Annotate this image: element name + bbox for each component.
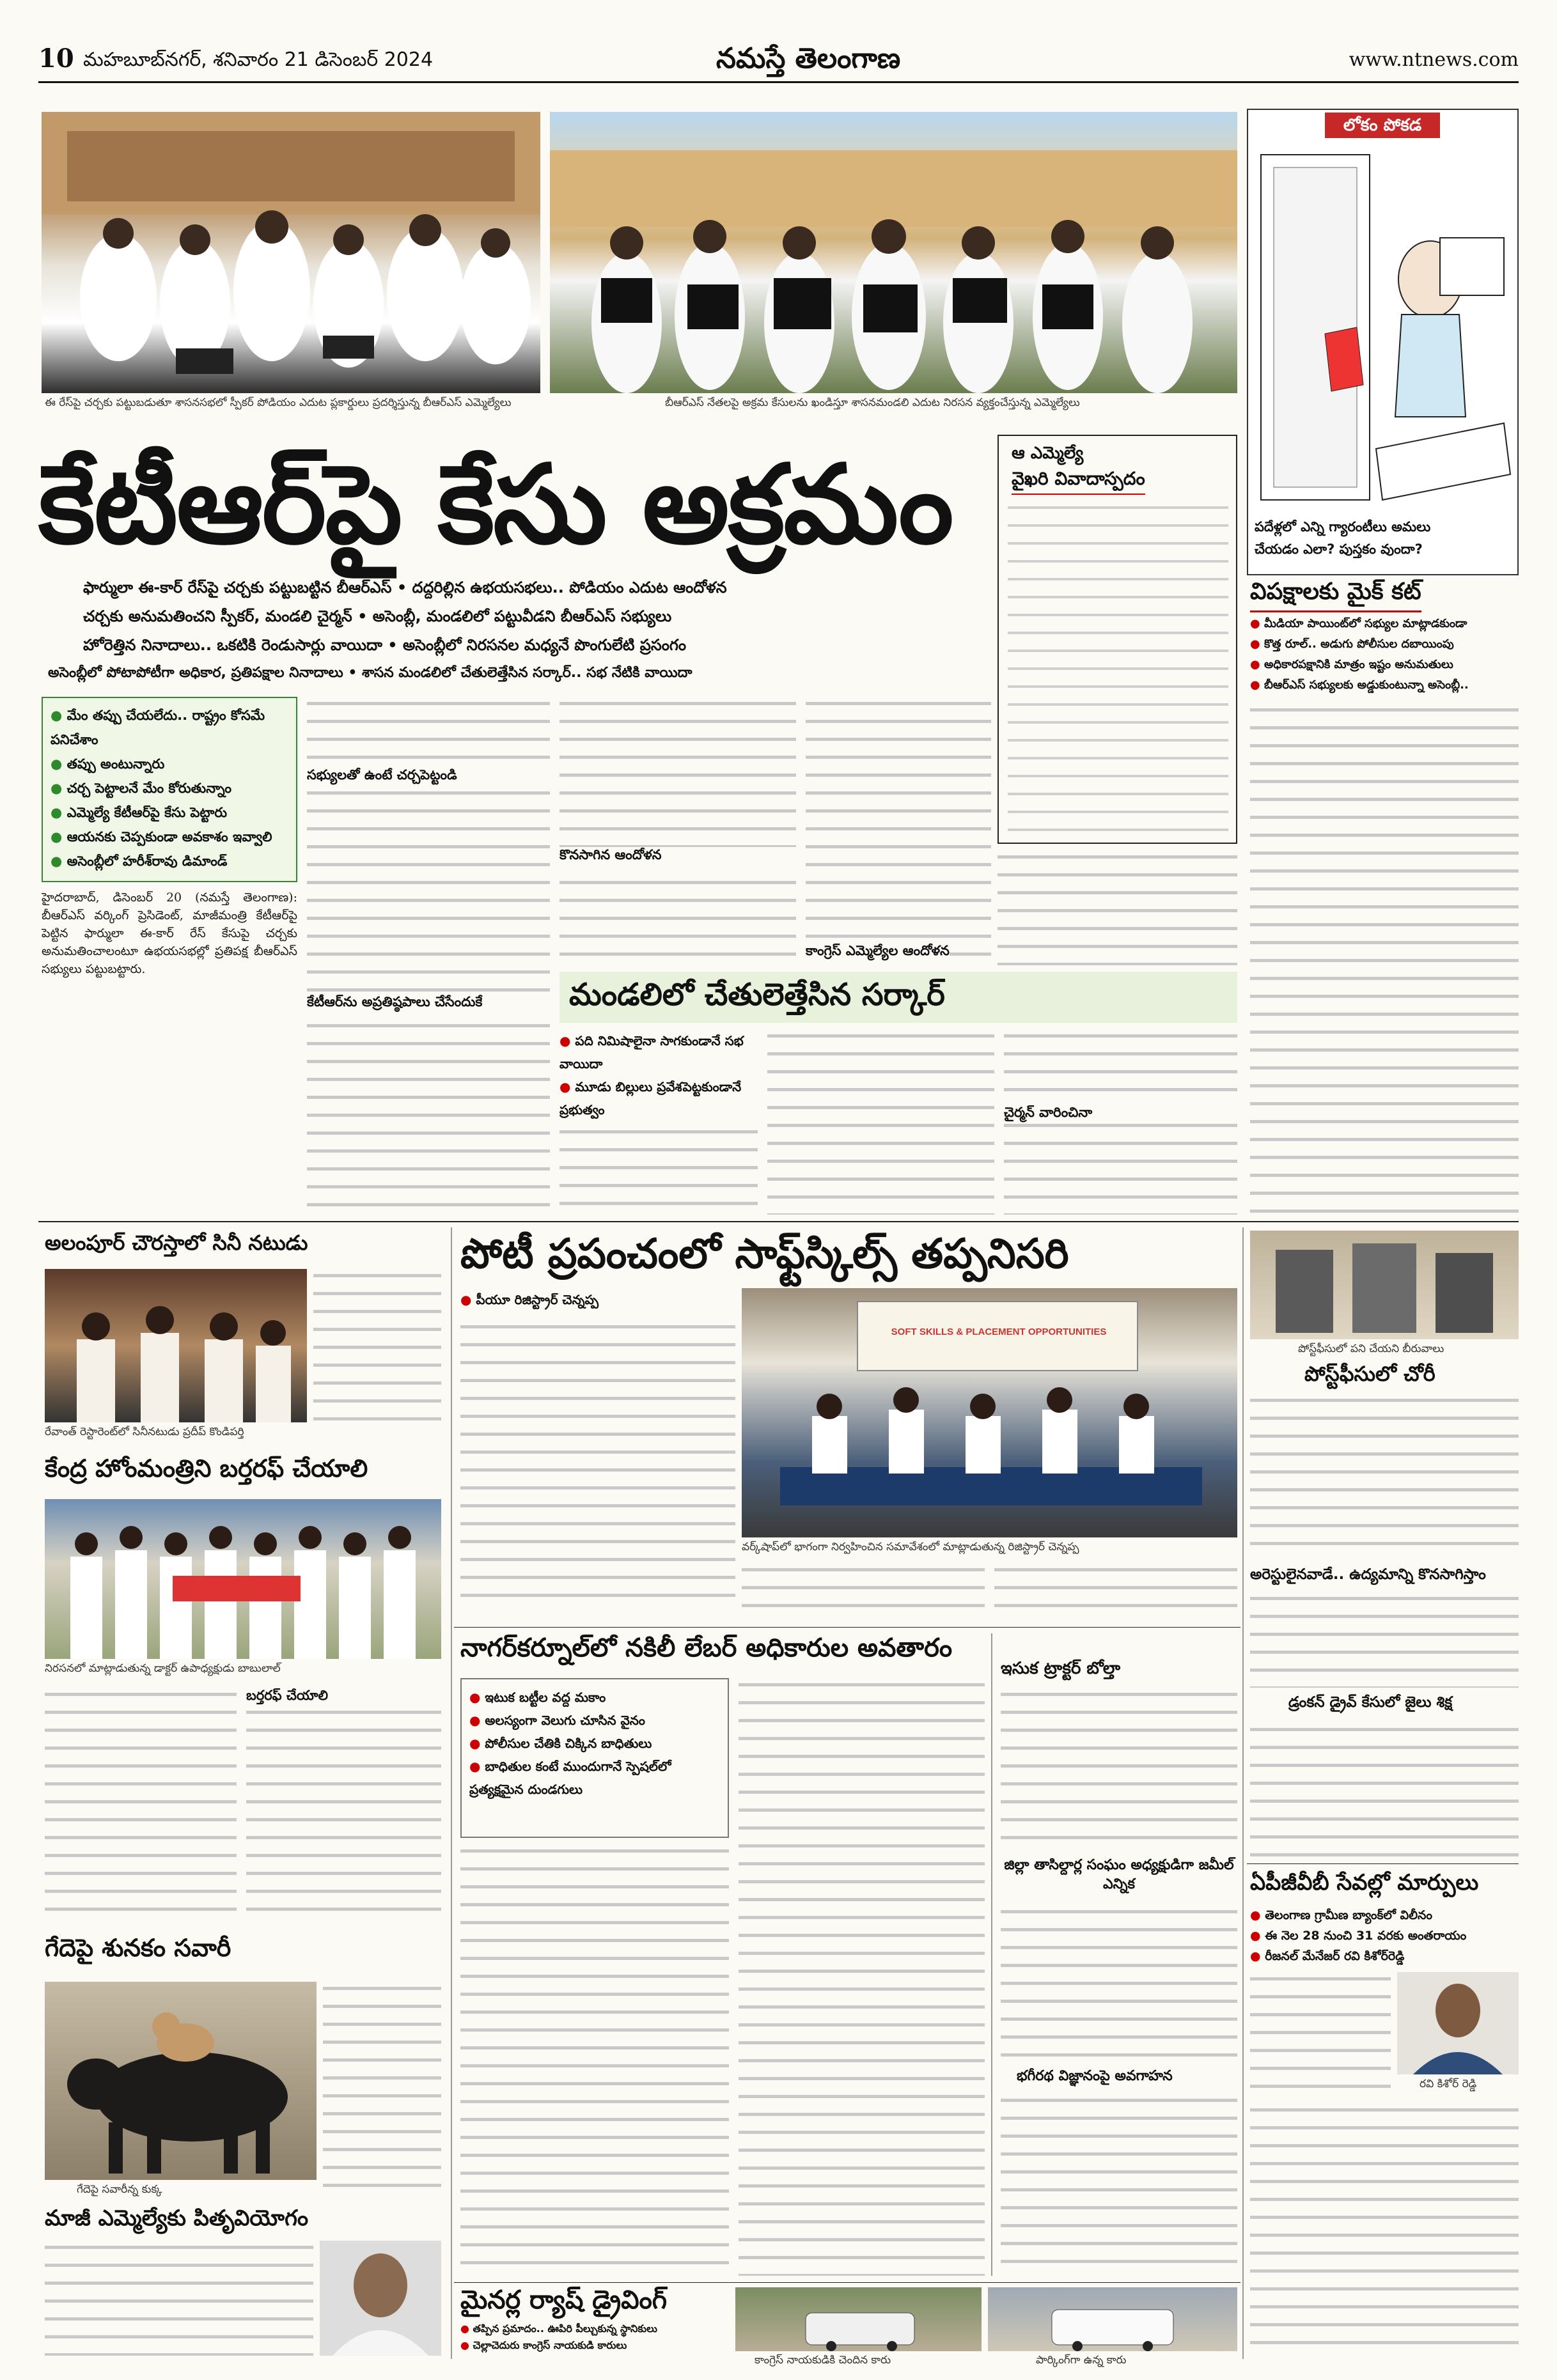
labour-bullets — [469, 1686, 722, 1801]
minor-caption-2: పార్కింగ్‌గా ఉన్న కారు — [1036, 2354, 1127, 2367]
lead-col-5 — [998, 850, 1237, 965]
masthead — [38, 38, 1519, 83]
opposition-bullets — [1250, 614, 1519, 696]
homemin-col-1 — [45, 1688, 237, 1924]
softskills-photo-art — [742, 1288, 1237, 1537]
dog-photo-art — [45, 1982, 317, 2180]
website-link[interactable]: www.ntnews.com — [1349, 49, 1519, 71]
dog-body — [323, 1982, 441, 2193]
minor-caption-1: కాంగ్రెస్ నాయకుడికి చెందిన కారు — [755, 2354, 891, 2367]
dog-caption: గేదెపై సవారీన్న కుక్క — [77, 2183, 162, 2196]
opposition-bullet: ● అధికారపక్షానికి మాత్రం ఇష్టం అనుమతులు — [1250, 655, 1519, 675]
protest-caption: బీఆర్ఎస్ నేతలపై అక్రమ కేసులను ఖండిస్తూ శాసనమండలి ఎదుట నిరసన వ్యక్తంచేస్తున్న ఎమ్మెల్యేలు — [665, 396, 1080, 409]
cartoon-title: లోకం పోకడ — [1325, 113, 1440, 138]
softskills-banner-text: SOFT SKILLS & PLACEMENT OPPORTUNITIES — [891, 1326, 1107, 1337]
labour-bullet: ● పోలీసుల చేతికి చిక్కిన బాధితులు — [469, 1732, 722, 1755]
divider-minor — [454, 2282, 1240, 2283]
drunk-headline: డ్రంకన్ డ్రైవ్ కేసులో జైలు శిక్ష — [1288, 1694, 1453, 1711]
opposition-body — [1250, 703, 1519, 1215]
district-body — [1001, 1905, 1237, 2065]
district-headline: జిల్లా తాసిల్దార్ల సంఘం అధ్యక్షుడిగా జమీల్ ఎన్నిక — [1004, 1857, 1234, 1892]
cartoon-drawing — [1248, 142, 1517, 513]
cartoon-caption-2: చేయడం ఎలా? పుస్తకం వుందా? — [1255, 541, 1423, 557]
lead-subhead-1: ఫార్ములా ఈ-కార్ రేస్‌పై చర్చకు పట్టుబట్టిన బీఆర్ఎస్ • దద్దరిల్లిన ఉభయసభలు.. పోడియం ఎదుట ఆందోళన — [83, 579, 727, 596]
minor-photo-1-art — [735, 2287, 982, 2351]
arrest-headline: అరెస్టులైనవాడే.. ఉద్యమాన్ని కొనసాగిస్తాం — [1250, 1566, 1486, 1583]
softskills-bullet: ● పీయూ రిజిస్ట్రార్ చెన్నప్ప — [460, 1288, 735, 1311]
homemin-col-2 — [246, 1688, 441, 1924]
apgvb-headline: ఏపీజీవీబీ సేవల్లో మార్పులు — [1250, 1870, 1479, 1895]
lead-bullet: ● ఎమ్మెల్యే కేటీఆర్‌పై కేసు పెట్టారు — [51, 800, 288, 825]
manager-photo-art — [1397, 1972, 1519, 2074]
minor-bullets — [460, 2321, 729, 2354]
softskills-photo — [742, 1288, 1237, 1537]
exmla-photo — [320, 2241, 441, 2356]
exmla-headline: మాజీ ఎమ్మెల్యేకు పితృవియోగం — [45, 2205, 309, 2231]
manager-photo — [1397, 1972, 1519, 2074]
minor-headline: మైనర్ల ర్యాష్ డ్రైవింగ్ — [460, 2285, 668, 2315]
lead-bullet: ● ఆయనకు చెప్పకుండా అవకాశం ఇవ్వాలి — [51, 825, 288, 849]
dog-photo — [45, 1982, 317, 2180]
lead-col3-head: కొనసాగిన ఆందోళన — [559, 847, 796, 866]
lead-col2-head: సభ్యులతో ఉంటే చర్చపెట్టండి — [307, 767, 550, 786]
arrest-body — [1250, 1592, 1519, 1688]
divider-apgvb — [1247, 1863, 1519, 1864]
council-bullets — [559, 1029, 758, 1121]
assembly-caption: ఈ రేస్‌పై చర్చకు పట్టుబడుతూ శాసనసభలో స్పీకర్ పోడియం ఎదుట ప్లకార్డులు ప్రదర్శిస్తున్న బీఆర్ఎస్ ఎమ్మెల్యేలు — [45, 396, 512, 409]
minor-bullet: ● చెల్లాచెదురు కాంగ్రెస్ నాయకుడి కారులు — [460, 2337, 729, 2354]
sand-headline: ఇసుక ట్రాక్టర్ బోల్తా — [1001, 1659, 1121, 1678]
sand-body — [1001, 1688, 1237, 1854]
apgvb-body — [1250, 2103, 1519, 2356]
council-chair-head: చైర్మన్ వారించినా — [1004, 1105, 1237, 1124]
homemin-photo-art — [45, 1499, 441, 1659]
brand-name: నమస్తే తెలంగాణ — [716, 42, 901, 75]
exmla-body — [45, 2241, 313, 2356]
council-headline: మండలిలో చేతులెత్తేసిన సర్కార్ — [569, 977, 945, 1013]
lead-dateline: హైదరాబాద్, డిసెంబర్ 20 (నమస్తే తెలంగాణ): బీఆర్ఎస్ వర్కింగ్ ప్రెసిడెంట్, మాజీమంత్రి కేటీఆర్‌పై పెట్టిన ఫార్ములా ఈ-కార్ రేస్ కేసుపై చర్చకు అనుమతించాలంటూ ఉభయసభల్లో ప్రతిపక్ష బీఆర్ఎస్ సభ్యులు పట్టుబట్టారు. — [42, 891, 297, 976]
lead-bullet: ● చర్చ పెట్టాలనే మేం కోరుతున్నాం — [51, 776, 288, 800]
minor-photo-2 — [988, 2287, 1237, 2351]
assembly-photo — [42, 112, 540, 393]
post-office-body — [1250, 1394, 1519, 1560]
opposition-bullet: ● కొత్త రూల్.. అడుగు పోలీసుల దబాయింపు — [1250, 634, 1519, 655]
homemin-headline: కేంద్ర హోంమంత్రిని బర్తరఫ్ చేయాలి — [45, 1454, 368, 1482]
labour-col-2 — [739, 1678, 985, 2276]
exmla-photo-art — [320, 2241, 441, 2356]
alampur-body — [313, 1269, 441, 1422]
mla-sidebar — [998, 435, 1237, 844]
lead-col-4 — [806, 697, 991, 965]
apgvb-bullet: ● రీజనల్ మేనేజర్ రవి కిశోర్‌రెడ్డి — [1250, 1946, 1519, 1966]
labour-headline: నాగర్‌కర్నూల్‌లో నకిలీ లేబర్ అధికారుల అవతారం — [460, 1633, 953, 1663]
minor-photo-2-art — [988, 2287, 1237, 2351]
softskills-caption: వర్క్‌షాప్‌లో భాగంగా నిర్వహించిన సమావేశంలో మాట్లాడుతున్న రిజిస్ట్రార్ చెన్నప్ప — [742, 1541, 1079, 1553]
council-col-2 — [767, 1029, 994, 1215]
alampur-photo — [45, 1269, 307, 1422]
protest-photo-art — [550, 112, 1237, 393]
council-kicker: కాంగ్రెస్ ఎమ్మెల్యేల ఆందోళన — [806, 943, 950, 962]
alampur-photo-art — [45, 1269, 307, 1422]
vidya-headline: భగీరథ విజ్ఞానంపై అవగాహన — [1017, 2068, 1173, 2084]
apgvb-bullet: ● తెలంగాణ గ్రామీణ బ్యాంక్‌లో విలీనం — [1250, 1905, 1519, 1925]
manager-caption: రవి కిశోర్ రెడ్డి — [1420, 2078, 1477, 2090]
softskills-bullet-list — [460, 1288, 735, 1311]
council-bullet: ● పది నిమిషాలైనా సాగకుండానే సభ వాయిదా — [559, 1029, 758, 1075]
post-office-photo — [1250, 1231, 1519, 1339]
lead-headline: కేటీఆర్‌పై కేసు అక్రమం — [38, 442, 953, 568]
post-office-caption: పోస్ట్‌ఫీసులో పని చేయని బీరువాలు — [1298, 1342, 1444, 1355]
vertical-divider-left — [451, 1227, 452, 2359]
council-col-1 — [559, 1125, 758, 1215]
alampur-headline: అలంపూర్ చౌరస్తాలో సినీ నటుడు — [45, 1231, 308, 1255]
labour-col-1 — [460, 1844, 729, 2276]
lead-subhead-2: చర్చకు అనుమతించని స్పీకర్, మండలి చైర్మన్ • అసెంబ్లీ, మండలిలో పట్టువీడని బీఆర్ఎస్ సభ్యులు — [83, 607, 672, 625]
apgvb-body-top — [1250, 1972, 1391, 2100]
apgvb-bullet: ● ఈ నెల 28 నుంచి 31 వరకు అంతరాయం — [1250, 1925, 1519, 1946]
divider-mid — [38, 1221, 1519, 1222]
lead-bullet: ● అసెంబ్లీలో హరీశ్‌రావు డిమాండ్ — [51, 849, 288, 873]
lead-bullet: ● మేం తప్పు చేయలేదు.. రాష్ట్రం కోసమే పనిచేశాం — [51, 703, 288, 752]
labour-bullet-box — [460, 1678, 729, 1838]
vidya-body — [1001, 2094, 1237, 2276]
dismiss-subhead: బర్తరఫ్ చేయాలి — [246, 1688, 441, 1707]
opposition-bullet: ● బీఆర్ఎస్ సభ్యులకు అడ్డుకుంటున్నా అసెంబ్లీ.. — [1250, 675, 1519, 696]
lead-subhead-4: అసెంబ్లీలో పోటాపోటీగా అధికార, ప్రతిపక్షాల నినాదాలు • శాసన మండలిలో చేతులెత్తేసిన సర్కార్.. సభ నేటికి వాయిదా — [48, 665, 692, 681]
lead-subhead-3: హోరెత్తిన నినాదాలు.. ఒకటికి రెండుసార్లు వాయిదా • అసెంబ్లీలో నిరసనల మధ్యనే పొంగులేటి ప్రసంగం — [83, 636, 687, 654]
place-date: మహబూబ్‌నగర్, శనివారం 21 డిసెంబర్ 2024 — [83, 49, 434, 71]
lead-col2-head-2: కేటీఆర్‌ను అప్రతిష్ఠపాలు చేసేందుకే — [307, 994, 550, 1013]
post-office-headline: పోస్ట్‌ఫీసులో చోరీ — [1304, 1362, 1436, 1386]
homemin-caption: నిరసనలో మాట్లాడుతున్న డాక్టర్ ఉపాధ్యక్షుడు బాబులాల్ — [45, 1662, 281, 1675]
council-bullet: ● మూడు బిల్లులు ప్రవేశపెట్టకుండానే ప్రభుత్వం — [559, 1075, 758, 1121]
opposition-bullet: ● మీడియా పాయింట్‌లో సభ్యుల మాట్లాడకుండా — [1250, 614, 1519, 634]
alampur-caption: రేవాంత్ రెస్టారెంట్‌లో సినీనటుడు ప్రదీప్ కొండిపర్తి — [45, 1426, 244, 1438]
mla-body — [1008, 500, 1228, 839]
mla-kicker: ఆ ఎమ్మెల్యే — [1012, 444, 1084, 463]
lead-col-3 — [559, 697, 796, 965]
softskills-body-2 — [742, 1563, 985, 1621]
cartoon-caption-1: పదేళ్లలో ఎన్ని గ్యారంటీలు అమలు — [1255, 519, 1431, 534]
labour-bullet: ● ఇటుక బట్టీల వద్ద మకాం — [469, 1686, 722, 1709]
dog-headline: గేదెపై శునకం సవారీ — [45, 1934, 231, 1962]
lead-bullet-box — [42, 697, 297, 882]
softskills-body-3 — [994, 1563, 1237, 1621]
vertical-divider-mid — [991, 1633, 992, 2276]
assembly-photo-art — [42, 112, 540, 393]
protest-photo — [550, 112, 1237, 393]
divider-labour — [454, 1627, 1240, 1628]
labour-bullet: ● అలస్యంగా వెలుగు చూసిన వైనం — [469, 1709, 722, 1732]
mla-title: వైఖరి వివాదాస్పదం — [1012, 468, 1145, 495]
opposition-headline: విపక్షాలకు మైక్ కట్ — [1250, 579, 1421, 612]
vertical-divider-right — [1242, 1227, 1244, 2359]
labour-bullet: ● బాధితుల కంటే ముందుగానే స్పెషల్‌లో ప్రత్యక్షమైన దుండగులు — [469, 1755, 722, 1801]
minor-photo-1 — [735, 2287, 982, 2351]
cartoon-box — [1247, 109, 1519, 575]
minor-bullet: ● తప్పిన ప్రమాదం.. ఊపిరి పీల్చుకున్న స్థానికులు — [460, 2321, 729, 2337]
lead-bullet: ● తప్పు అంటున్నారు — [51, 752, 288, 776]
page-number: 10 — [38, 43, 74, 74]
softskills-headline: పోటీ ప్రపంచంలో సాఫ్ట్‌స్కిల్స్ తప్పనిసరి — [460, 1231, 1069, 1278]
softskills-body — [460, 1320, 735, 1608]
homemin-photo — [45, 1499, 441, 1659]
post-office-photo-art — [1250, 1231, 1519, 1339]
drunk-body — [1250, 1723, 1519, 1857]
apgvb-bullets — [1250, 1905, 1519, 1966]
